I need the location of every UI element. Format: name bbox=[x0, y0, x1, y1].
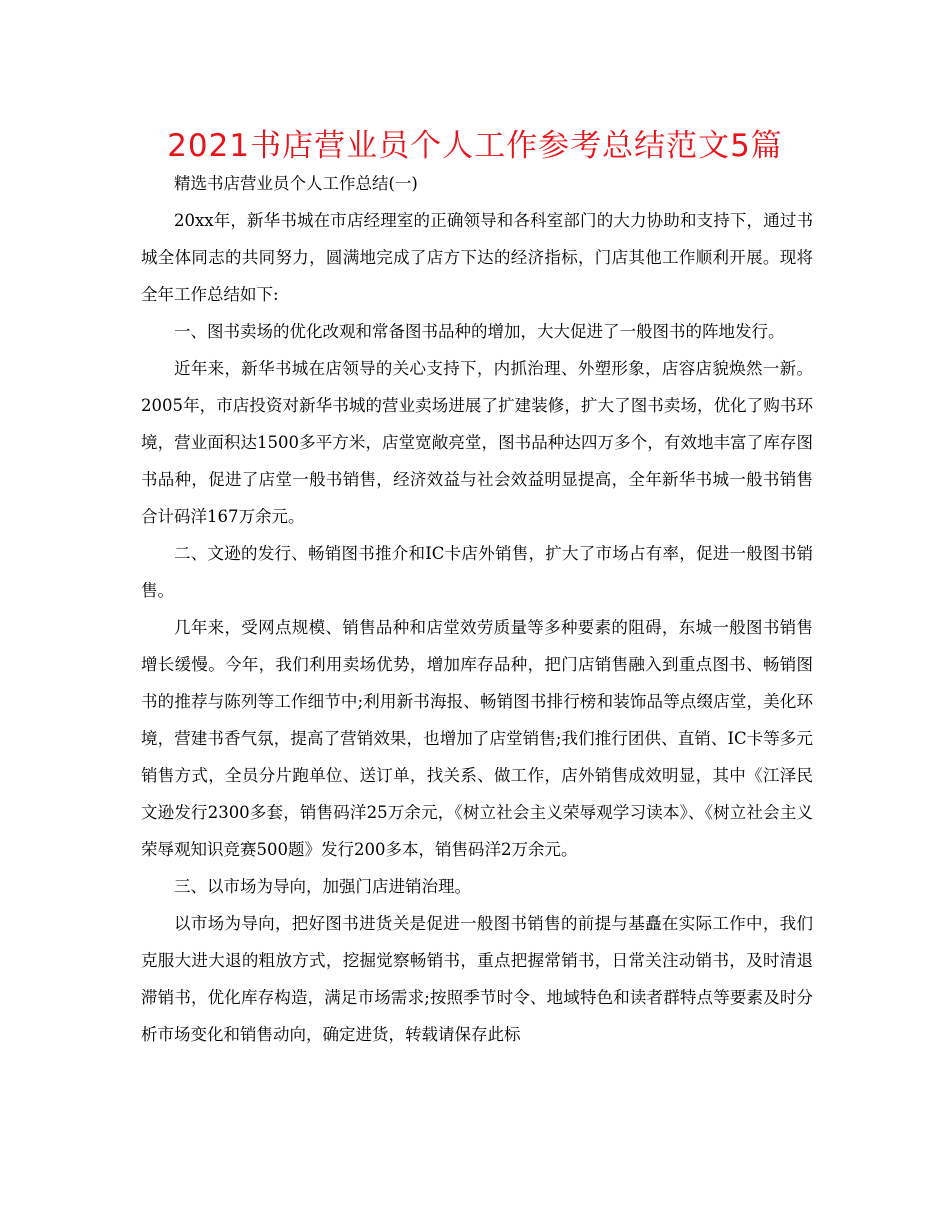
document-body bbox=[141, 165, 813, 1053]
body-paragraph: 以市场为导向，把好图书进货关是促进一般图书销售的前提与基矗在实际工作中，我们克服大进大退的粗放方式，挖掘觉察畅销书，重点把握常销书，日常关注动销书，及时清退滞销书，优化库存构造，满足市场需求;按照季节时令、地域特色和读者群特点等要素及时分析市场变化和销售动向，确定进货，转载请保存此标 bbox=[141, 914, 813, 1044]
section-heading-paragraph: 三、以市场为导向，加强门店进销治理。 bbox=[174, 877, 471, 896]
section-heading-paragraph: 二、文逊的发行、畅销图书推介和IC卡店外销售，扩大了市场占有率，促进一般图书销售。 bbox=[141, 544, 813, 600]
subtitle-paragraph: 精选书店营业员个人工作总结(一) bbox=[174, 174, 418, 193]
section-heading-paragraph: 一、图书卖场的优化改观和常备图书品种的增加，大大促进了一般图书的阵地发行。 bbox=[174, 322, 785, 341]
body-paragraph: 20xx年，新华书城在市店经理室的正确领导和各科室部门的大力协助和支持下，通过书城全体同志的共同努力，圆满地完成了店方下达的经济指标，门店其他工作顺利开展。现将全年工作总结如下: bbox=[141, 211, 813, 304]
document-title: 2021书店营业员个人工作参考总结范文5篇 bbox=[167, 128, 783, 164]
body-paragraph: 几年来，受网点规模、销售品种和店堂效劳质量等多种要素的阻碍，东城一般图书销售增长缓慢。今年，我们利用卖场优势，增加库存品种，把门店销售融入到重点图书、畅销图书的推荐与陈列等工作细节中;利用新书海报、畅销图书排行榜和装饰品等点缀店堂，美化环境，营建书香气氛，提高了营销效果，也增加了店堂销售;我们推行团供、直销、IC卡等多元销售方式，全员分片跑单位、送订单，找关系、做工作，店外销售成效明显，其中《江泽民文逊发行2300多套，销售码洋25万余元，《树立社会主义荣辱观学习读本》、《树立社会主义荣辱观知识竞赛500题》发行200多本，销售码洋2万余元。 bbox=[141, 618, 813, 859]
body-paragraph: 近年来，新华书城在店领导的关心支持下，内抓治理、外塑形象，店容店貌焕然一新。2005年，市店投资对新华书城的营业卖场进展了扩建装修，扩大了图书卖场，优化了购书环境，营业面积达1500多平方米，店堂宽敞亮堂，图书品种达四万多个，有效地丰富了库存图书品种，促进了店堂一般书销售，经济效益与社会效益明显提高，全年新华书城一般书销售合计码洋167万余元。 bbox=[141, 359, 813, 526]
